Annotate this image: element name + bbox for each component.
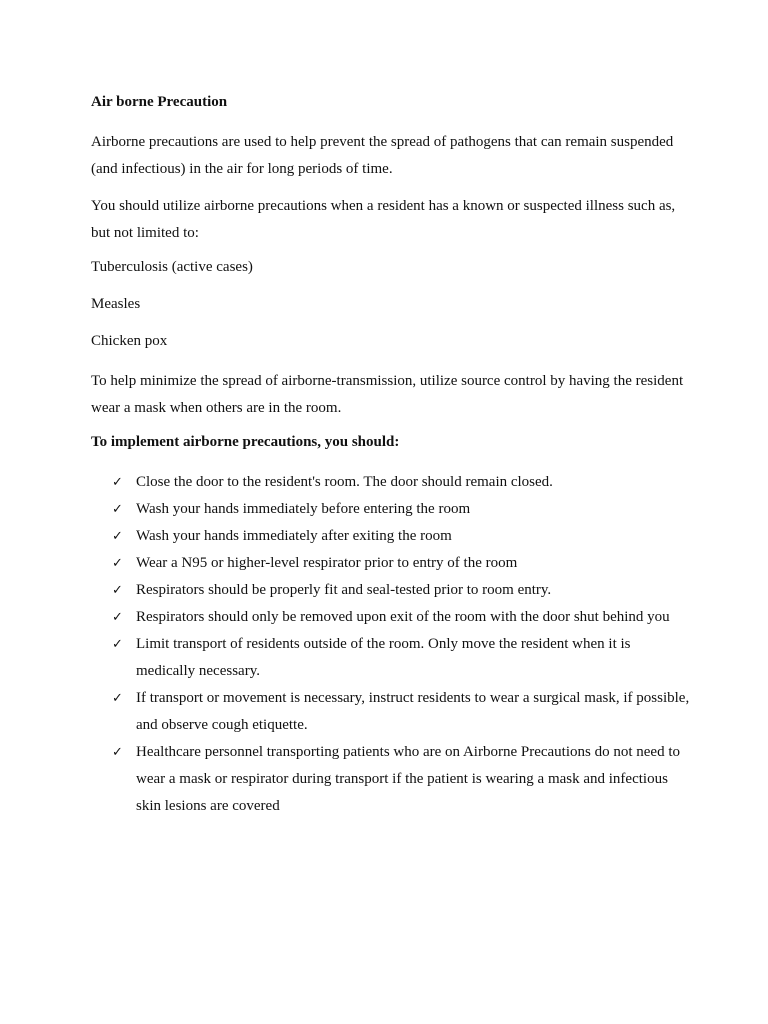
checklist-item-text: Healthcare personnel transporting patients who are on Airborne Precautions do not need to wear a mask or respirator during transport if the patient is wearing a mask and infectious skin lesions are covered: [136, 744, 681, 814]
checklist-item-text: Wear a N95 or higher-level respirator prior to entry of the room: [136, 555, 518, 571]
checkmark-icon: ✓: [112, 475, 123, 490]
checklist-item-text: Respirators should be properly fit and seal-tested prior to room entry.: [136, 582, 552, 598]
document-title: Air borne Precaution: [91, 94, 228, 110]
checkmark-icon: ✓: [112, 529, 123, 544]
checkmark-icon: ✓: [112, 583, 123, 598]
checklist-item: [91, 496, 691, 523]
illness-item-measles: Measles: [91, 296, 141, 312]
checklist-item: [91, 604, 691, 631]
checkmark-icon: ✓: [112, 556, 123, 571]
illness-item-chicken-pox: Chicken pox: [91, 333, 168, 349]
illness-item-tuberculosis: Tuberculosis (active cases): [91, 259, 253, 275]
checklist-item-text: Wash your hands immediately after exiting the room: [136, 528, 452, 544]
checklist-item: [91, 631, 691, 685]
checklist-item-text: Limit transport of residents outside of the room. Only move the resident when it is medically necessary.: [136, 636, 631, 679]
checkmark-icon: ✓: [112, 691, 123, 706]
checklist-item-text: Close the door to the resident's room. The door should remain closed.: [136, 474, 553, 490]
checklist-item: [91, 523, 691, 550]
checklist-item: [91, 577, 691, 604]
implement-heading: To implement airborne precautions, you should:: [91, 434, 400, 450]
checklist-item-text: Respirators should only be removed upon exit of the room with the door shut behind you: [136, 609, 670, 625]
source-control-paragraph: To help minimize the spread of airborne-transmission, utilize source control by having the resident wear a mask when others are in the room.: [91, 373, 684, 416]
checklist-item: [91, 685, 691, 739]
checklist-item: [91, 469, 691, 496]
checklist-item: [91, 739, 691, 820]
document-body: [91, 92, 691, 820]
checklist-item-text: Wash your hands immediately before entering the room: [136, 501, 471, 517]
checkmark-icon: ✓: [112, 502, 123, 517]
checklist-item: [91, 550, 691, 577]
checkmark-icon: ✓: [112, 610, 123, 625]
checkmark-icon: ✓: [112, 637, 123, 652]
usage-paragraph: You should utilize airborne precautions when a resident has a known or suspected illness such as, but not limited to:: [91, 198, 676, 241]
checklist-item-text: If transport or movement is necessary, instruct residents to wear a surgical mask, if possible, and observe cough etiquette.: [136, 690, 690, 733]
precaution-checklist: [91, 469, 691, 820]
checkmark-icon: ✓: [112, 745, 123, 760]
intro-paragraph: Airborne precautions are used to help prevent the spread of pathogens that can remain suspended (and infectious) in the air for long periods of time.: [91, 134, 674, 177]
